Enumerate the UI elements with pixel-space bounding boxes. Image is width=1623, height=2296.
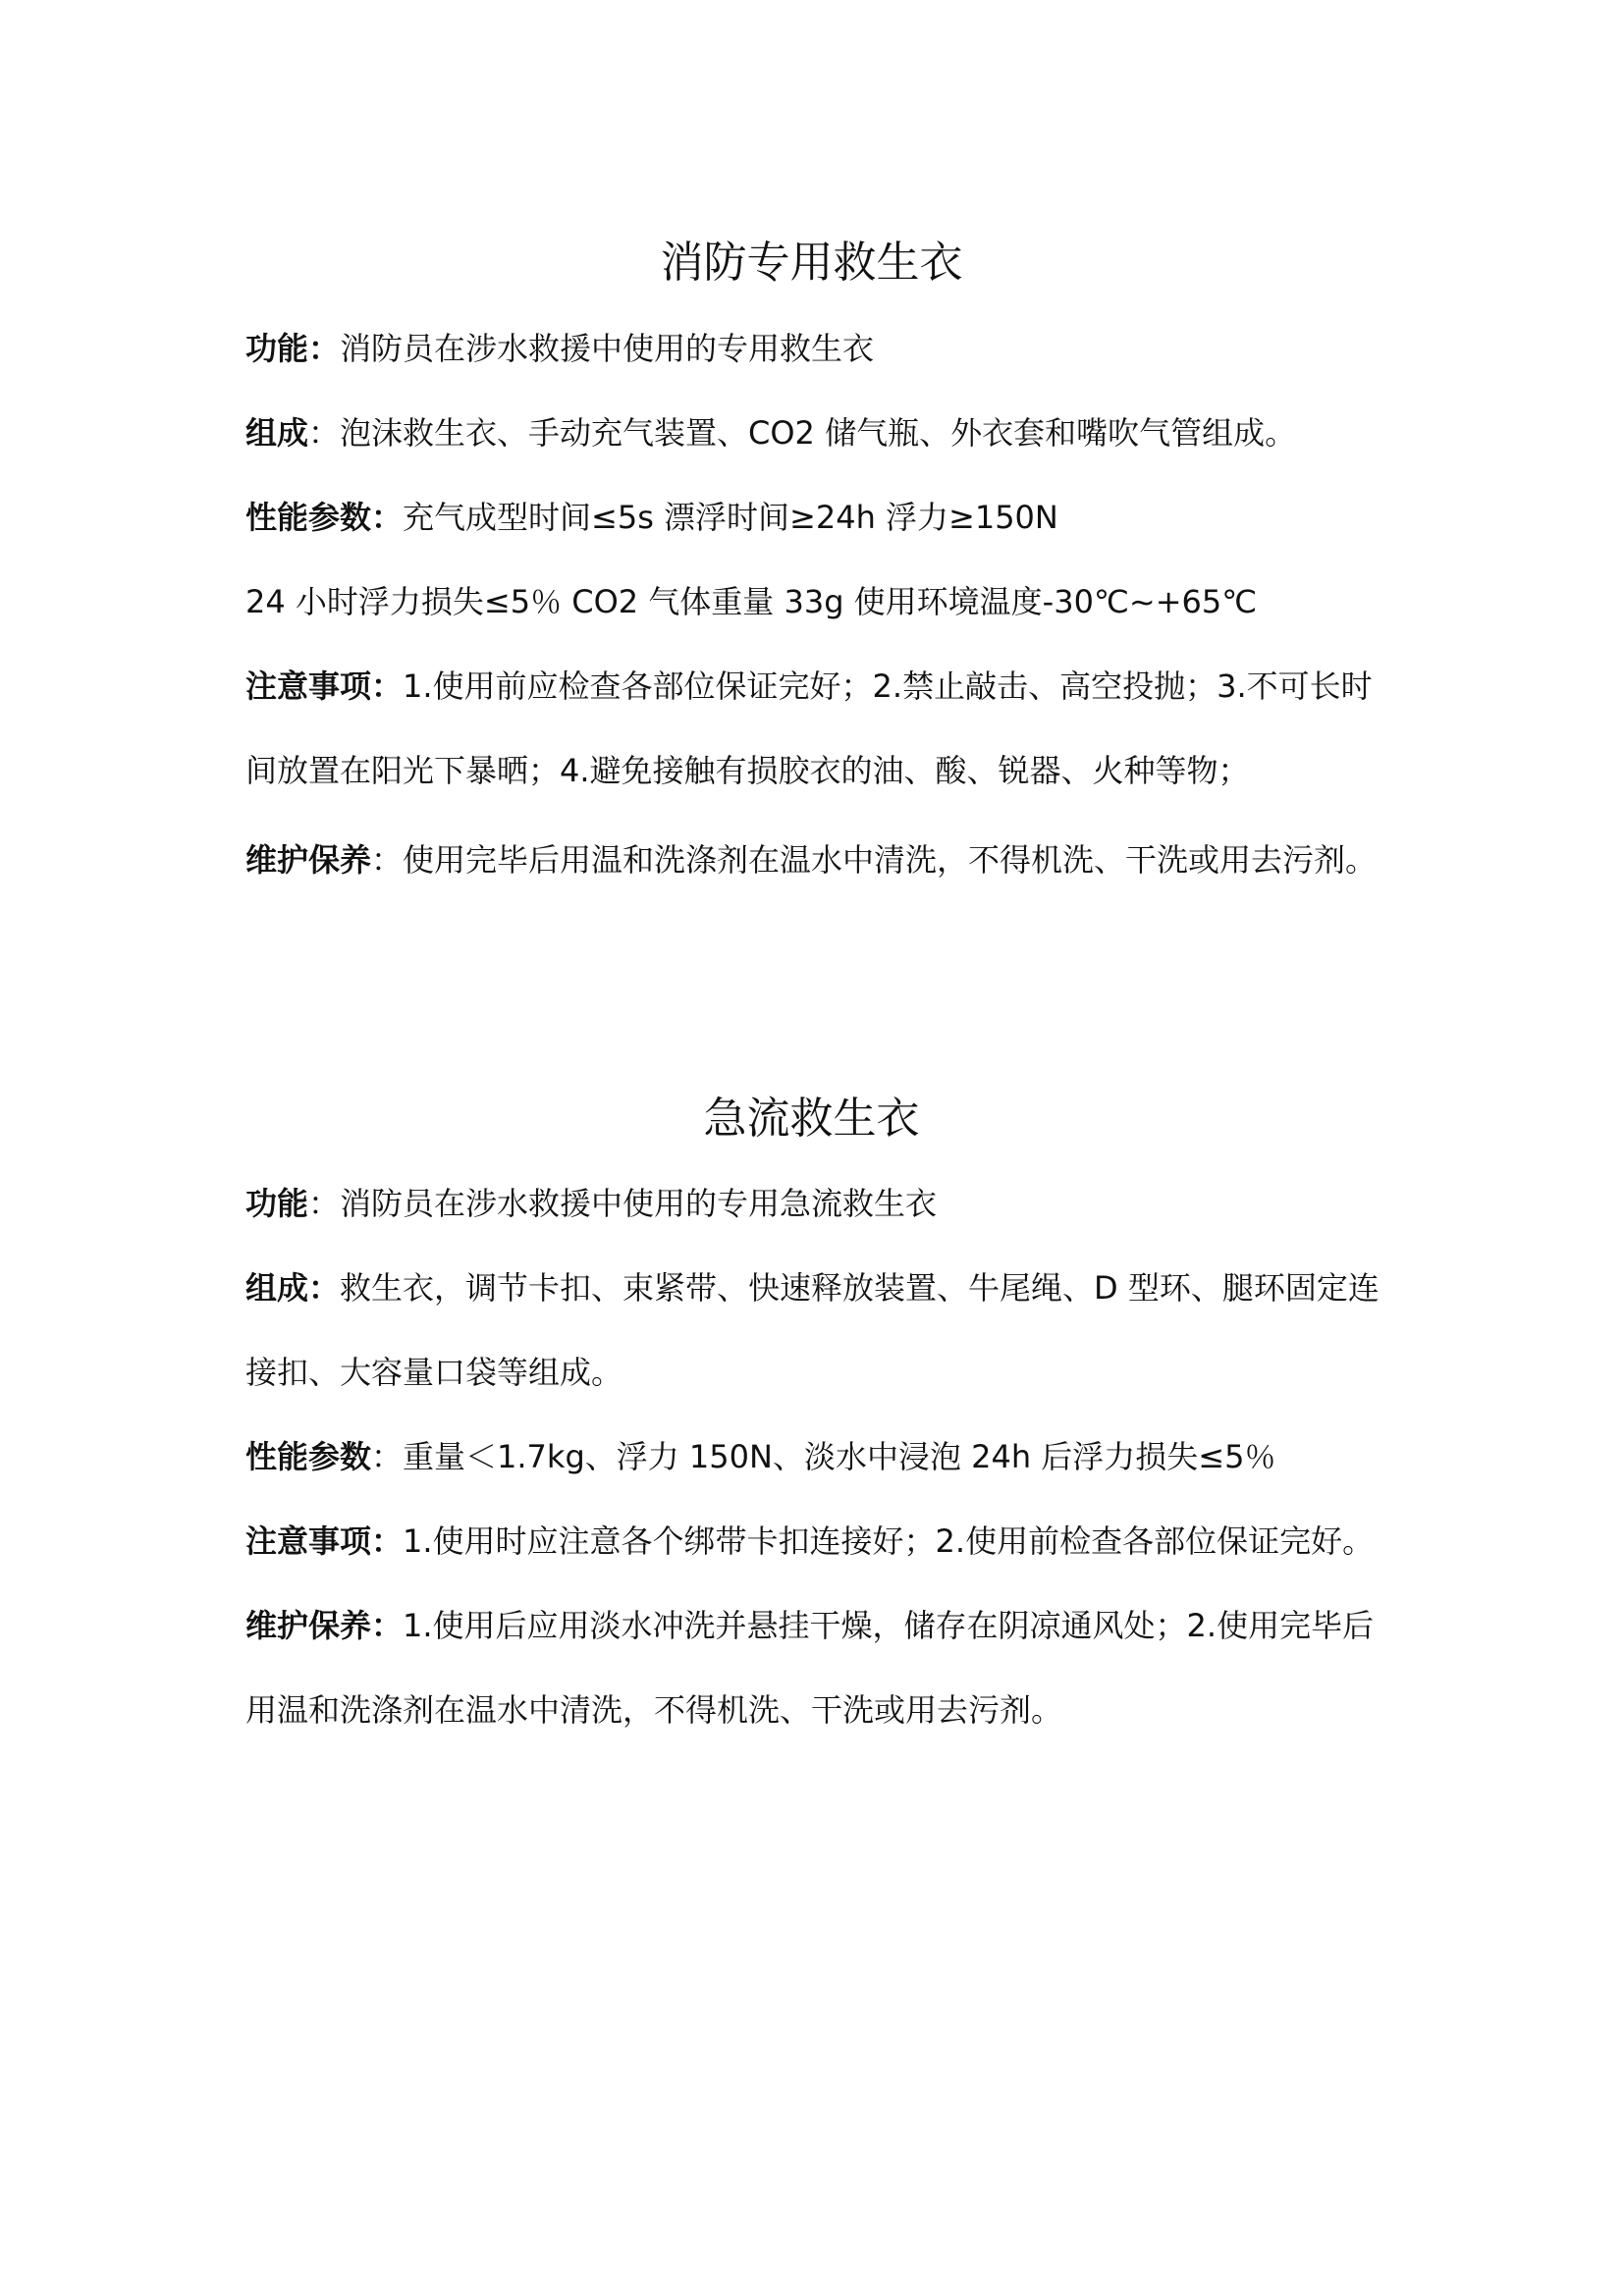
section1-notes-text: 1.使用前应检查各部位保证完好；2.禁止敲击、高空投抛；3.不可长时间放置在阳光下暴晒；4.避免接触有损胶衣的油、酸、锐器、火种等物；: [245, 667, 1373, 789]
section1-maintenance: [245, 818, 1399, 902]
section1-function-label: 功能：: [245, 330, 341, 367]
section1-composition-text: ：泡沫救生衣、手动充气装置、CO2 储气瓶、外衣套和嘴吹气管组成。: [308, 414, 1297, 452]
section1-title: 消防专用救生衣: [660, 238, 963, 288]
section2-function-text: ：消防员在涉水救援中使用的专用急流救生衣: [308, 1185, 938, 1222]
section2-params: [245, 1415, 1404, 1499]
section1-params-line2: 24 小时浮力损失≤5％ CO2 气体重量 33g 使用环境温度-30℃~+65℃: [245, 583, 1258, 620]
section2-maintenance: [245, 1583, 1399, 1752]
section1-composition: [245, 391, 1404, 475]
section1-params: [245, 475, 1404, 560]
section2-params-label: 性能参数: [245, 1438, 372, 1475]
section2-composition-label: 组成：: [245, 1269, 341, 1307]
section2-maintenance-text: 1.使用后应用淡水冲洗并悬挂干燥，储存在阴凉通风处；2.使用完毕后用温和洗涤剂在温水中清洗，不得机洗、干洗或用去污剂。: [245, 1607, 1375, 1729]
section1-function-text: 消防员在涉水救援中使用的专用救生衣: [340, 330, 875, 367]
section1-params-label: 性能参数：: [245, 499, 404, 536]
section1-notes-label: 注意事项：: [245, 667, 404, 705]
section2-params-text: ：重量＜1.7kg、浮力 150N、淡水中浸泡 24h 后浮力损失≤5％: [371, 1438, 1276, 1475]
section2-maintenance-label: 维护保养：: [245, 1607, 404, 1644]
section1-maintenance-text: ：使用完毕后用温和洗涤剂在温水中清洗，不得机洗、干洗或用去污剂。: [371, 841, 1378, 879]
section1-notes: [245, 644, 1399, 813]
section2-function: [245, 1161, 1404, 1246]
section2-composition-text: 救生衣，调节卡扣、束紧带、快速释放装置、牛尾绳、D 型环、腿环固定连接扣、大容量口袋等组成。: [245, 1269, 1380, 1391]
section2-notes: [245, 1499, 1404, 1583]
section1-composition-label: 组成: [245, 414, 309, 452]
section1-params-text: 充气成型时间≤5s 漂浮时间≥24h 浮力≥150N: [403, 499, 1058, 536]
section2-notes-label: 注意事项：: [245, 1522, 404, 1560]
section1-function: [245, 306, 1404, 391]
section2-notes-text: 1.使用时应注意各个绑带卡扣连接好；2.使用前检查各部位保证完好。: [403, 1522, 1375, 1560]
section1-maintenance-label: 维护保养: [245, 841, 372, 879]
section2-function-label: 功能: [245, 1185, 309, 1222]
section2-title: 急流救生衣: [703, 1094, 920, 1144]
section2-composition: [245, 1246, 1399, 1415]
